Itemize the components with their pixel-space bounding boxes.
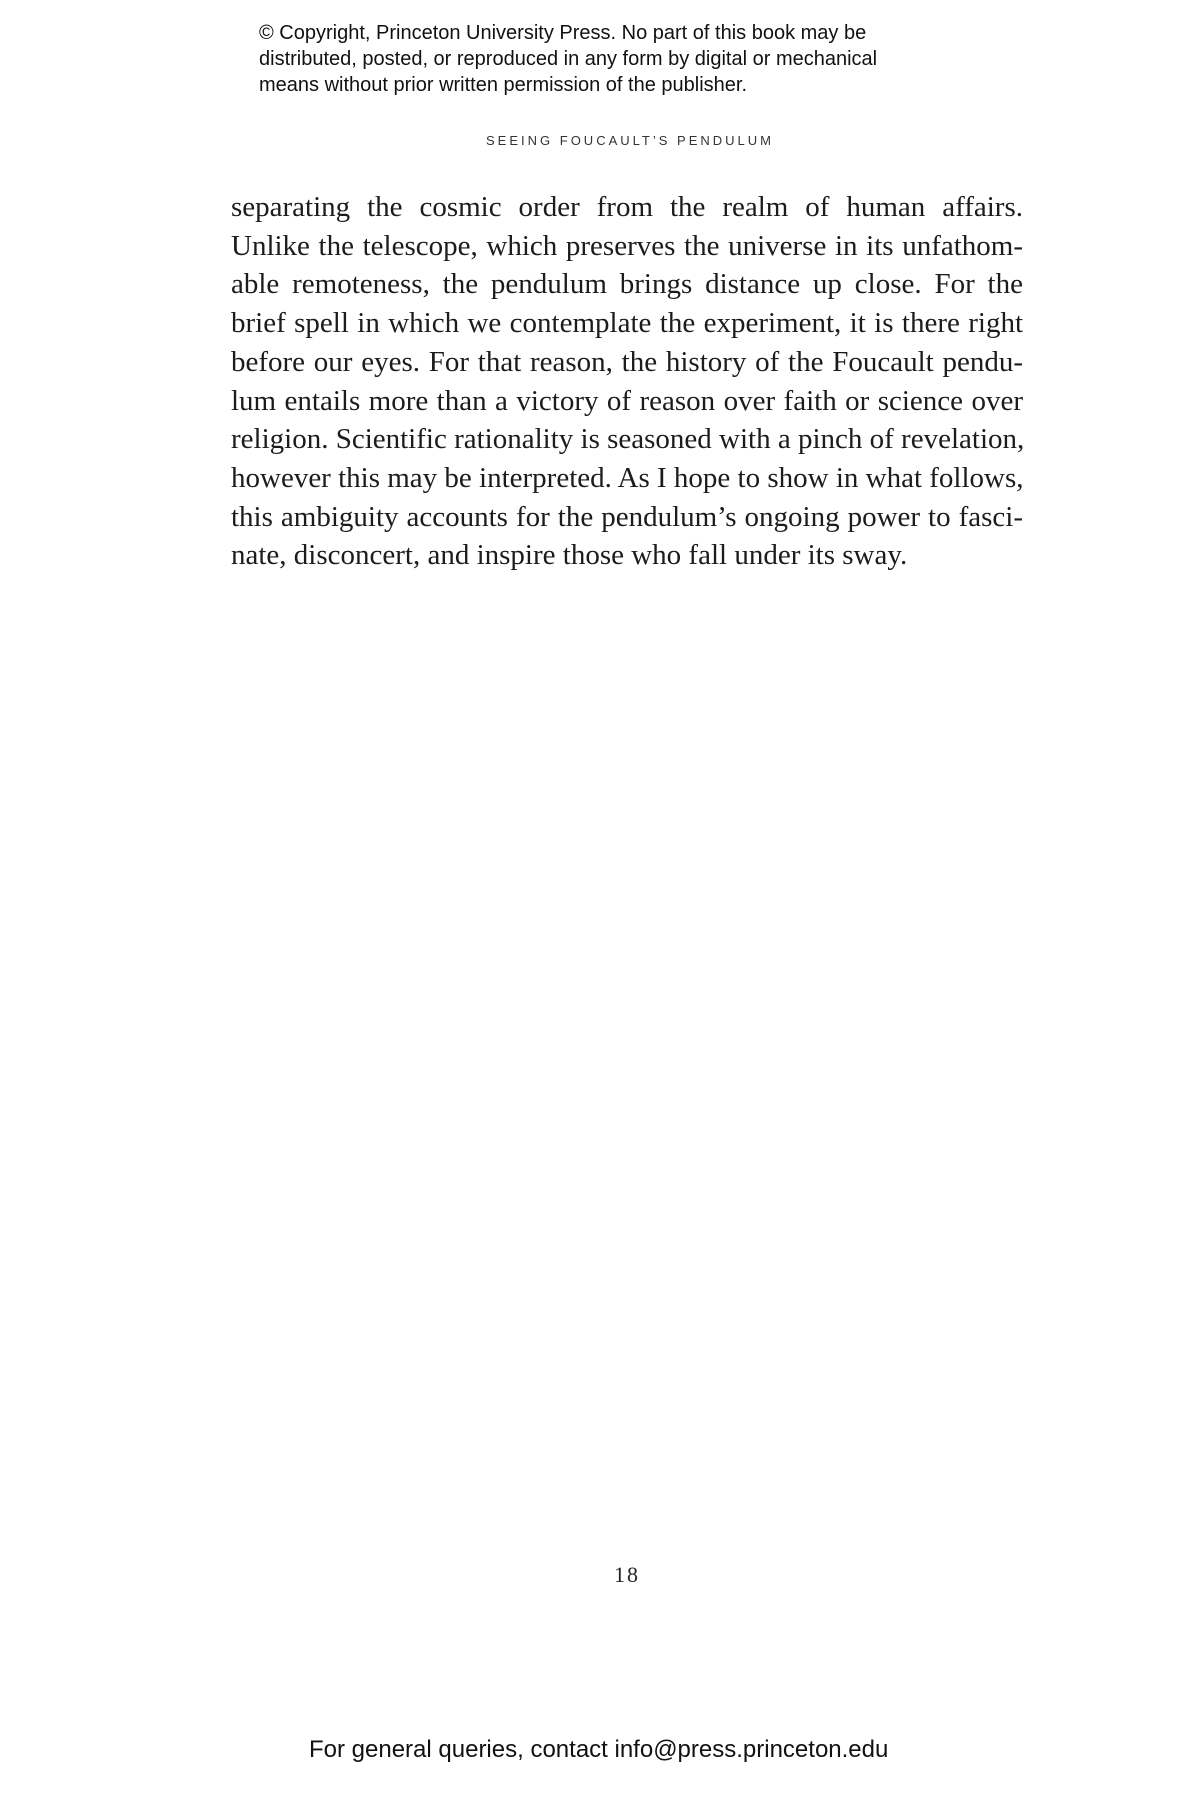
body-line: religion. Scientific rationality is seasoned with a pinch of revelation, xyxy=(231,423,1025,456)
body-line: lum entails more than a victory of reason over faith or science over xyxy=(231,384,1023,417)
body-line: brief spell in which we contemplate the experiment, it is there right xyxy=(231,307,1023,340)
body-paragraph xyxy=(231,188,1023,575)
page-number: 18 xyxy=(614,1562,640,1587)
copyright-line-3: means without prior written permission of the publisher. xyxy=(259,74,748,96)
copyright-notice xyxy=(259,20,1019,98)
footer-contact: For general queries, contact info@press.princeton.edu xyxy=(309,1736,889,1763)
body-line: before our eyes. For that reason, the history of the Foucault pendu- xyxy=(231,345,1023,378)
body-line: this ambiguity accounts for the pendulum’s ongoing power to fasci- xyxy=(231,500,1023,533)
body-line: separating the cosmic order from the realm of human affairs. xyxy=(231,191,1023,223)
body-line: able remoteness, the pendulum brings distance up close. For the xyxy=(231,268,1023,301)
running-head: SEEING FOUCAULT’S PENDULUM xyxy=(486,133,774,148)
copyright-line-1: © Copyright, Princeton University Press. No part of this book may be xyxy=(259,22,867,44)
body-line: nate, disconcert, and inspire those who fall under its sway. xyxy=(231,539,908,572)
body-line: Unlike the telescope, which preserves the universe in its unfathom- xyxy=(231,229,1023,262)
body-line: however this may be interpreted. As I hope to show in what follows, xyxy=(231,461,1024,494)
copyright-line-2: distributed, posted, or reproduced in any form by digital or mechanical xyxy=(259,48,878,70)
